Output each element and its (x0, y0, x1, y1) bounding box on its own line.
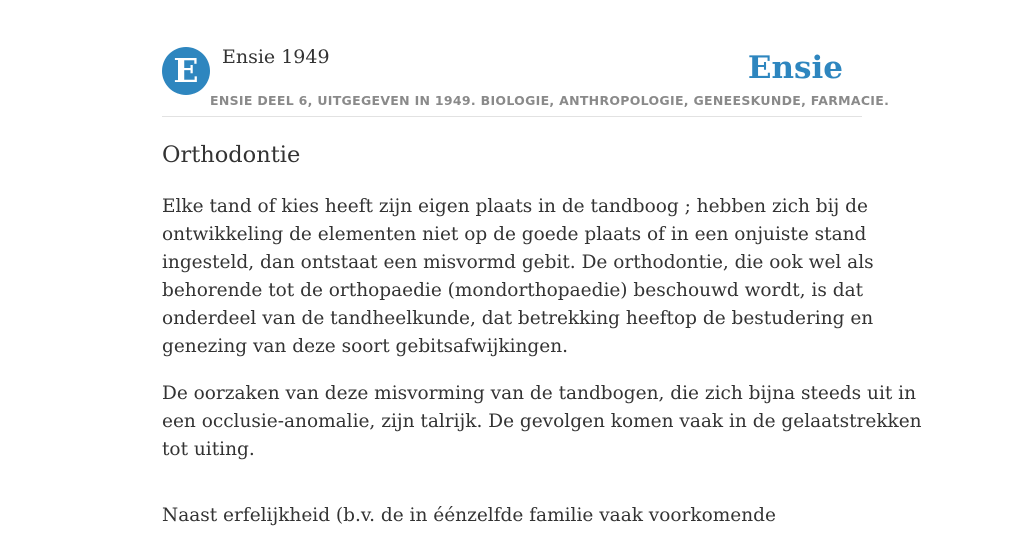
paragraph-line: genezing van deze soort gebitsafwijkingen. (162, 336, 568, 357)
paragraph-line: ontwikkeling de elementen niet op de goede plaats of in een onjuiste stand (162, 224, 867, 245)
header (162, 0, 890, 117)
paragraph-line: Elke tand of kies heeft zijn eigen plaats in de tandboog ; hebben zich bij de (162, 196, 868, 217)
paragraph-2 (162, 380, 922, 464)
paragraph-line: tot uiting. (162, 439, 255, 460)
paragraph-line: behorende tot de orthopaedie (mondorthopaedie) beschouwd wordt, is dat (162, 280, 864, 301)
paragraph-line: onderdeel van de tandheelkunde, dat betrekking heeftop de bestudering en (162, 308, 874, 329)
site-name[interactable]: Ensie 1949 (222, 46, 330, 68)
paragraph-1 (162, 193, 874, 361)
paragraph-line: ingesteld, dan ontstaat een misvormd gebit. De orthodontie, die ook wel als (162, 252, 874, 273)
paragraph-line: Naast erfelijkheid (b.v. de in éénzelfde familie vaak voorkomende (162, 505, 776, 526)
paragraph-line: De oorzaken van deze misvorming van de tandbogen, die zich bijna steeds uit in (162, 383, 917, 404)
article-title: Orthodontie (162, 142, 301, 168)
paragraph-line: een occlusie-anomalie, zijn talrijk. De gevolgen komen vaak in de gelaatstrekken (162, 411, 922, 432)
edition-subtitle: ENSIE DEEL 6, UITGEGEVEN IN 1949. BIOLOGIE, ANTHROPOLOGIE, GENEESKUNDE, FARMACIE. (210, 93, 890, 108)
ensie-logo-icon[interactable]: E (162, 47, 210, 95)
article (162, 140, 922, 549)
paragraph-3 (162, 502, 862, 530)
brand-wordmark[interactable]: Ensie (747, 50, 843, 86)
spacer (162, 483, 862, 502)
